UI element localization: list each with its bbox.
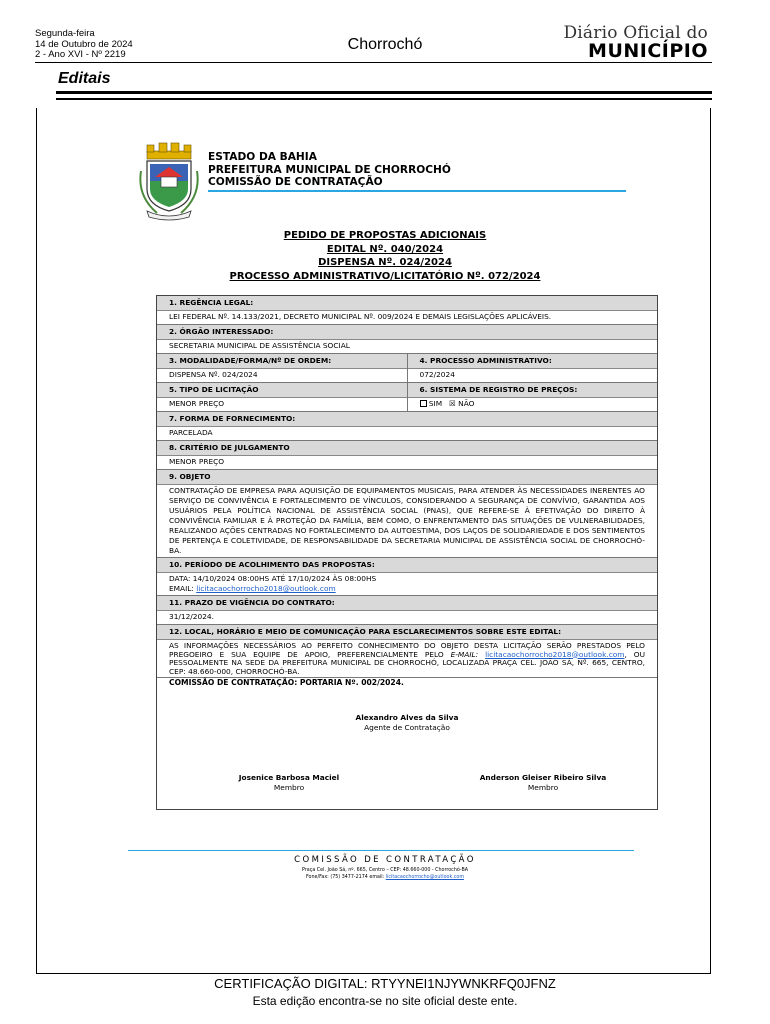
letterhead-prefecture: PREFEITURA MUNICIPAL DE CHORROCHÓ: [208, 163, 451, 176]
header-rule: [35, 62, 712, 63]
srp-sim-checkbox[interactable]: [420, 400, 427, 407]
local-email-label: E-MAIL:: [450, 649, 479, 659]
label-periodo: 10. PERÍODO DE ACOLHIMENTO DAS PROPOSTAS:: [157, 558, 657, 573]
footer-phone: Fone/Fax: (75) 3477-2174 email:: [305, 875, 386, 880]
member2-role: Membro: [527, 783, 559, 793]
member1-role: Membro: [273, 783, 305, 793]
periodo-email-link[interactable]: licitacaochorrocho2018@outlook.com: [196, 584, 336, 593]
label-srp: 6. SISTEMA DE REGISTRO DE PREÇOS:: [408, 383, 658, 398]
document-titles: [0, 229, 770, 283]
value-processo: 072/2024: [419, 370, 455, 379]
periodo-email-prefix: EMAIL:: [169, 584, 197, 593]
brand-bottom: MUNICÍPIO: [588, 40, 708, 62]
digital-certification: CERTIFICAÇÃO DIGITAL: RTYYNEI1NJYWNKRFQ0JFNZ: [214, 976, 556, 991]
form-row-local: [157, 625, 657, 678]
value-orgao: SECRETARIA MUNICIPAL DE ASSISTÊNCIA SOCIAL: [169, 341, 350, 350]
footer-rule: [128, 850, 634, 851]
form-row-objeto: [157, 470, 657, 558]
section-rule-bottom: [56, 98, 712, 100]
value-objeto: CONTRATAÇÃO DE EMPRESA PARA AQUISIÇÃO DE EQUIPAMENTOS MUSICAIS, PARA ATENDER ÀS NECESSIDADES INERENTES AO SERVIÇO DE CONVIVÊNCIA E FORTALECIMENTO DE VÍNCULOS, CONSIDERANDO A SEGURANÇA DE CONVÍVIO, GARANTIDA AOS USUÁRIOS PELA POLÍTICA NACIONAL DE ASSISTÊNCIA SOCIAL (PNAS), QUE REFERE-SE À EFETIVAÇÃO DO DIREITO À CONVIVÊNCIA FAMILIAR E À PROTEÇÃO DA FAMÍLIA, BEM COMO, O ENFRENTAMENTO DAS SITUAÇÕES DE VULNERABILIDADES, REALIZANDO AÇÕES CENTRADAS NO FORTALECIMENTO DA AUTOESTIMA, DOS LAÇOS DE SOLIDARIEDADE E DOS SENTIMENTOS DE PERTENÇA E COLETIVIDADE, DE RESPONSABILIDADE DA SECRETARIA MUNICIPAL DE ASSISTÊNCIA SOCIAL DE CHORROCHÓ-BA.: [169, 486, 645, 555]
form-row-periodo: [157, 558, 657, 596]
portaria-text: COMISSÃO DE CONTRATAÇÃO: PORTARIA Nº. 002/2024.: [169, 678, 404, 688]
srp-nao-checkbox-checked[interactable]: ☒: [449, 399, 456, 408]
label-fornecimento: 7. FORMA DE FORNECIMENTO:: [157, 412, 657, 427]
value-periodo: [157, 573, 657, 595]
srp-nao-label: NÃO: [458, 399, 475, 408]
periodo-email-line: [169, 584, 645, 594]
title-request: PEDIDO DE PROPOSTAS ADICIONAIS: [283, 230, 487, 241]
signature-member-1: [199, 773, 379, 793]
form-row-vigencia: [157, 596, 657, 625]
local-text-a: AS INFORMAÇÕES NECESSÁRIOS AO PERFEITO CONHECIMENTO DO OBJETO DESTA LICITAÇÃO SERÃO PRESTADOS PELO PREGOEIRO E SUA EQUIPE DE APOIO, PREFERENCIALMENTE PELO: [169, 641, 645, 659]
footer-contact-line: [0, 874, 770, 881]
form-row-modalidade: [157, 354, 657, 383]
value-fornecimento: PARCELADA: [169, 428, 213, 437]
city-name: Chorrochó: [347, 36, 423, 53]
footer-address-line: Praça Cel. João Sá, nº. 665, Centro – CEP: 48.660-000 - Chorrochó-BA: [301, 868, 469, 873]
letterhead-state: ESTADO DA BAHIA: [208, 151, 317, 163]
section-rule-top: [56, 91, 712, 94]
value-vigencia: 31/12/2024.: [169, 612, 214, 621]
brand-logo: [563, 23, 708, 62]
municipal-crest-icon: [137, 141, 201, 221]
label-processo: 4. PROCESSO ADMINISTRATIVO:: [408, 354, 658, 369]
form-row-criterio: [157, 441, 657, 470]
form-row-fornecimento: [157, 412, 657, 441]
title-dispensa: DISPENSA Nº. 024/2024: [318, 257, 452, 268]
value-local: [157, 640, 657, 677]
label-objeto: 9. OBJETO: [157, 470, 657, 485]
local-text-b: , OU PESSOALMENTE NA SEDE DA PREFEITURA MUNICIPAL DE CHORROCHÓ, LOCALIZADA PRAÇA CEL. JOÃO SÁ, Nº. 665, CENTRO, CEP: 48.660-000, CHORROCHÓ-BA.: [169, 649, 645, 676]
value-tipo: MENOR PREÇO: [169, 399, 225, 408]
footer-address: [0, 867, 770, 881]
title-edital: EDITAL Nº. 040/2024: [326, 243, 444, 255]
srp-sim-label: SIM: [428, 399, 443, 408]
letterhead-commission: COMISSÃO DE CONTRATAÇÃO: [208, 176, 383, 188]
brand-top: Diário Oficial do: [563, 23, 708, 43]
value-criterio: MENOR PREÇO: [169, 457, 225, 466]
letterhead-rule: [208, 190, 626, 192]
signature-agent: [157, 713, 657, 733]
label-criterio: 8. CRITÉRIO DE JULGAMENTO: [157, 441, 657, 456]
value-modalidade: DISPENSA Nº. 024/2024: [169, 370, 258, 379]
signature-member-2: [443, 773, 643, 793]
label-tipo: 5. TIPO DE LICITAÇÃO: [157, 383, 407, 398]
edital-form: [156, 295, 658, 810]
official-site-note: Esta edição encontra-se no site oficial deste ente.: [252, 994, 518, 1008]
label-vigencia: 11. PRAZO DE VIGÊNCIA DO CONTRATO:: [157, 596, 657, 611]
section-title: Editais: [58, 70, 111, 87]
edition-number: 2 - Ano XVI - Nº 2219: [35, 49, 126, 60]
edition-weekday: Segunda-feira: [35, 28, 95, 39]
signature-area: [157, 678, 657, 809]
label-local: 12. LOCAL, HORÁRIO E MEIO DE COMUNICAÇÃO PARA ESCLARECIMENTOS SOBRE ESTE EDITAL:: [157, 625, 657, 640]
agent-name: Alexandro Alves da Silva: [355, 713, 459, 723]
local-email-link[interactable]: licitacaochorrocho2018@outlook.com: [485, 649, 625, 659]
form-row-tipo: [157, 383, 657, 412]
form-row-regencia: [157, 296, 657, 325]
form-row-orgao: [157, 325, 657, 354]
label-regencia: 1. REGÊNCIA LEGAL:: [157, 296, 657, 311]
edition-date: 14 de Outubro de 2024: [35, 38, 133, 50]
periodo-dates: DATA: 14/10/2024 08:00HS ATÉ 17/10/2024 ÀS 08:00HS: [169, 574, 377, 583]
value-regencia: LEI FEDERAL Nº. 14.133/2021, DECRETO MUNICIPAL Nº. 009/2024 E DEMAIS LEGISLAÇÕES APLICÁVEIS.: [169, 312, 552, 321]
footer-title: COMISSÃO DE CONTRATAÇÃO: [294, 855, 476, 865]
member2-name: Anderson Gleiser Ribeiro Silva: [479, 773, 607, 783]
srp-options: [408, 398, 658, 411]
title-processo: PROCESSO ADMINISTRATIVO/LICITATÓRIO Nº. 072/2024: [229, 270, 541, 282]
label-orgao: 2. ÓRGÃO INTERESSADO:: [157, 325, 657, 340]
footer-email-link[interactable]: licitacaochorrocho@outlook.com: [385, 875, 465, 880]
agent-role: Agente de Contratação: [364, 723, 450, 733]
letterhead: [208, 151, 451, 189]
label-modalidade: 3. MODALIDADE/FORMA/Nº DE ORDEM:: [157, 354, 407, 369]
member1-name: Josenice Barbosa Maciel: [238, 773, 340, 783]
